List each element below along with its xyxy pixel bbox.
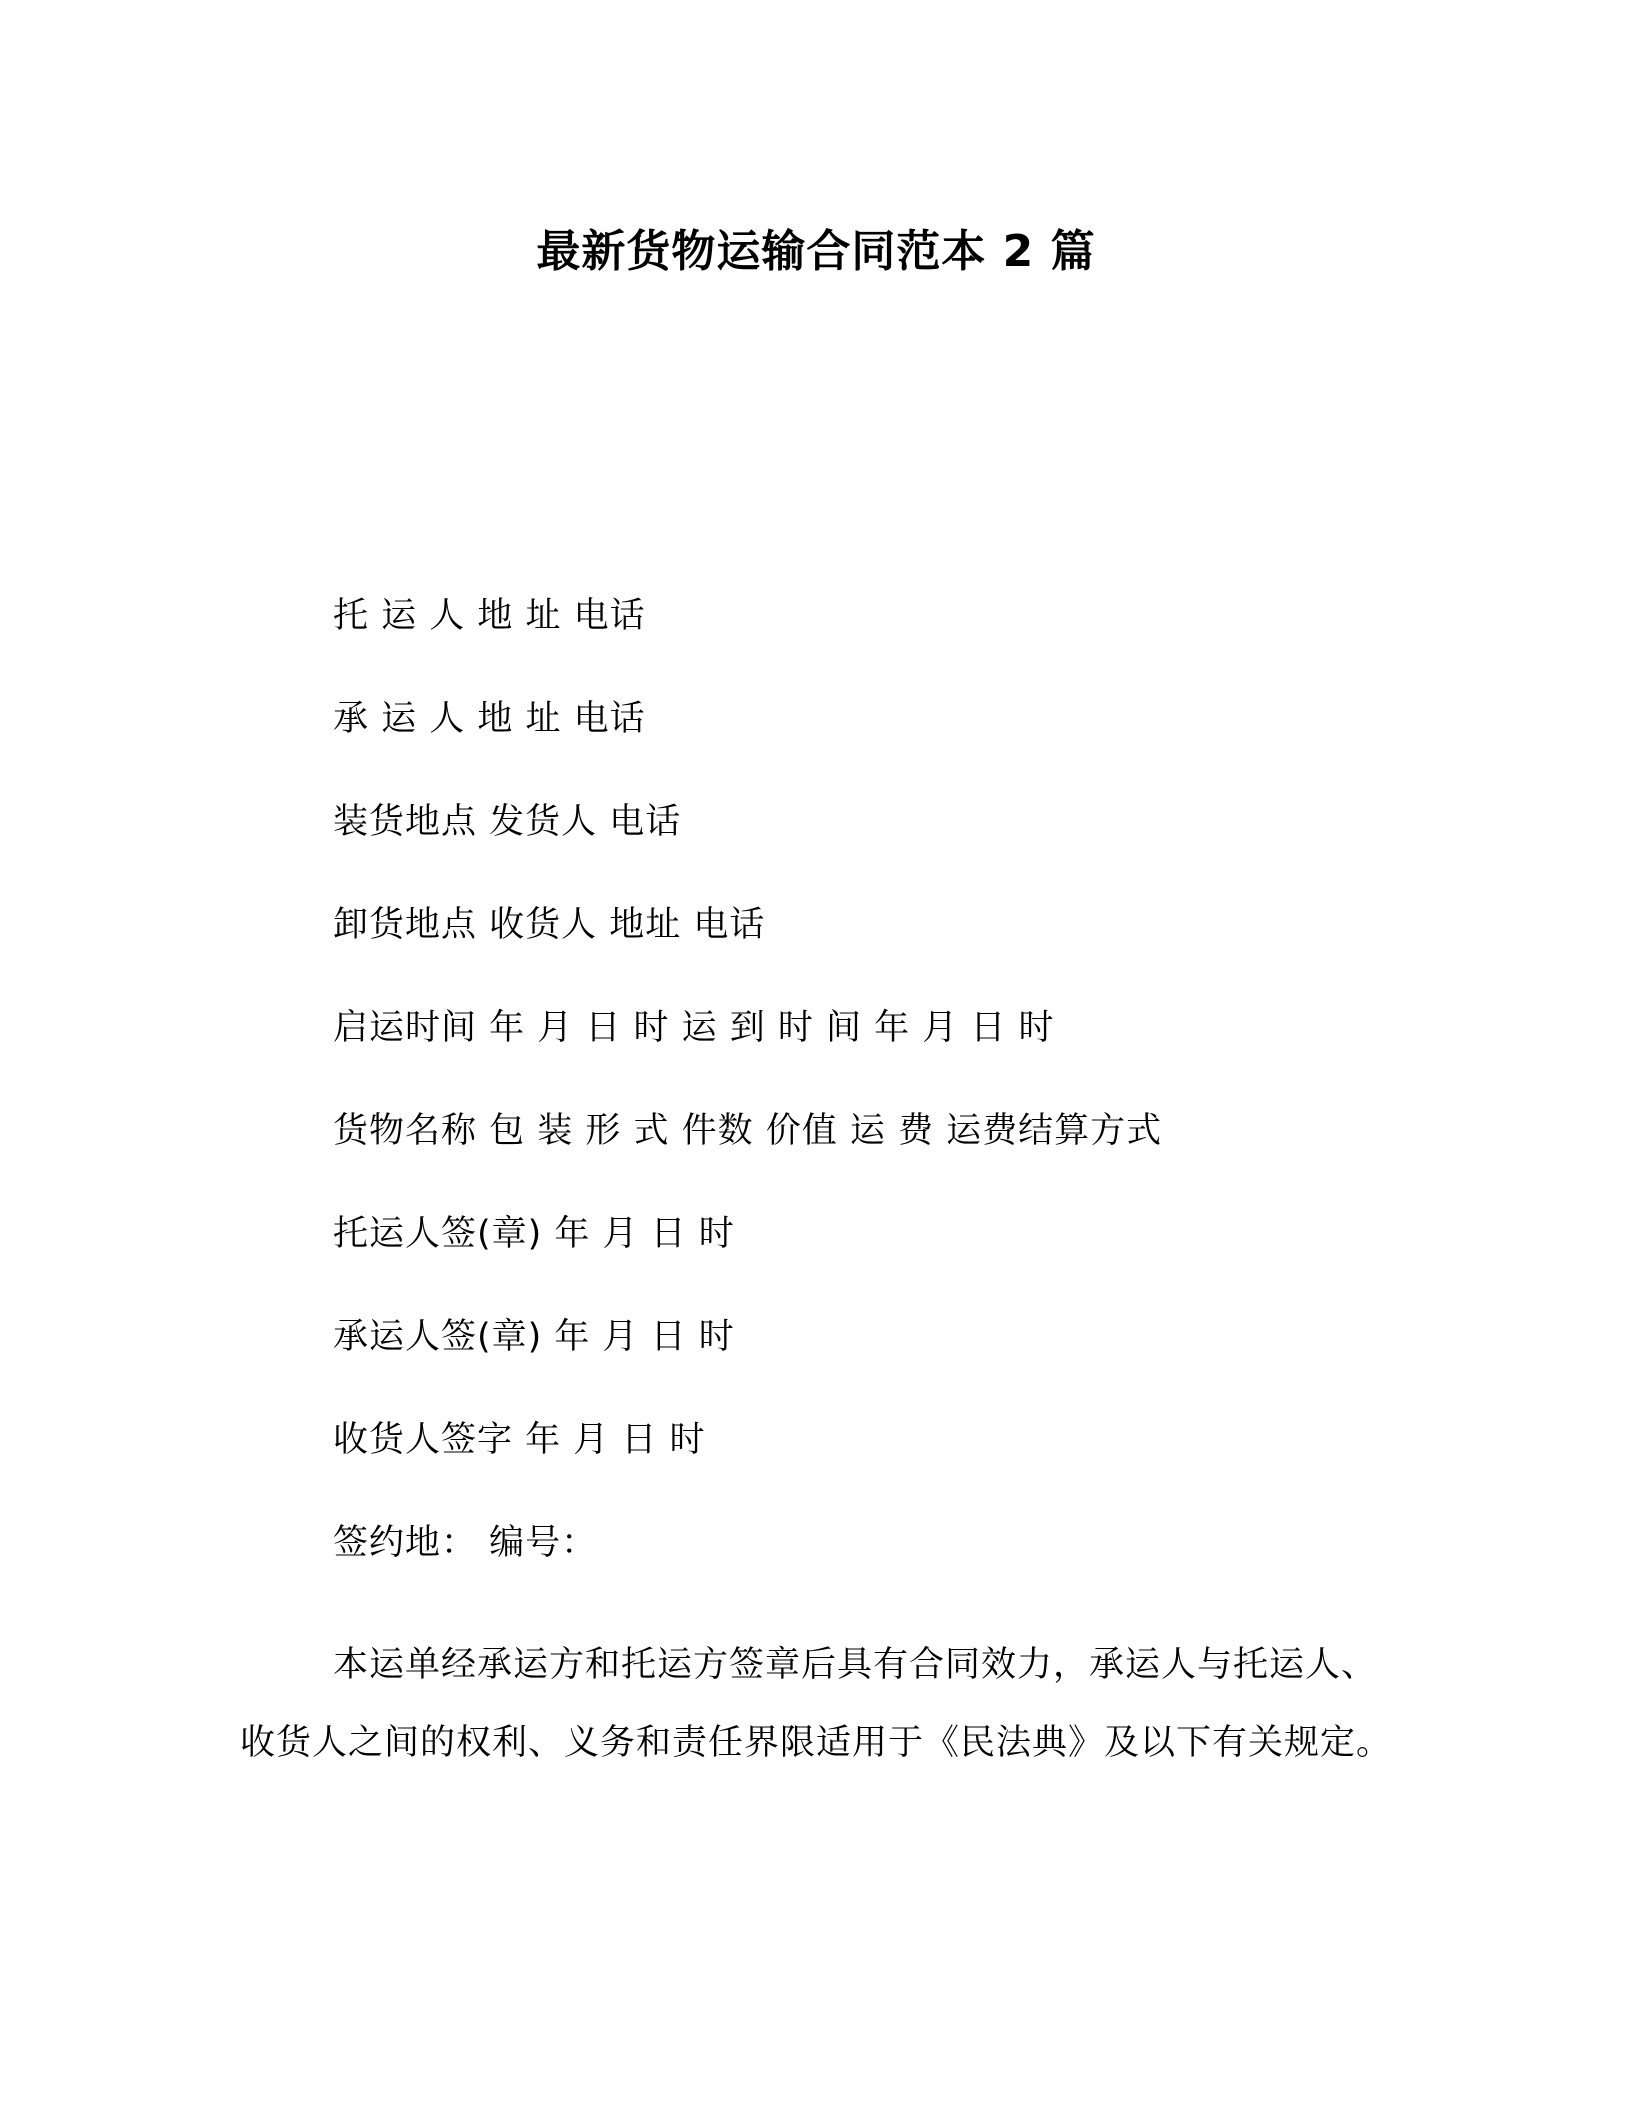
document-title: 最新货物运输合同范本 2 篇 [536, 226, 1096, 277]
contract-effect-paragraph: 本运单经承运方和托运方签章后具有合同效力，承运人与托运人、收货人之间的权利、义务和责任界限适用于《民法典》及以下有关规定。 [240, 1645, 1393, 1763]
loading-place-line: 装货地点 发货人 电话 [333, 802, 682, 842]
carrier-line: 承 运 人 地 址 电话 [333, 699, 646, 739]
shipper-line: 托 运 人 地 址 电话 [333, 596, 646, 636]
shipper-signature-line: 托运人签(章) 年 月 日 时 [333, 1214, 735, 1254]
signing-place-line: 签约地： 编号： [333, 1523, 598, 1563]
goods-info-line: 货物名称 包 装 形 式 件数 价值 运 费 运费结算方式 [333, 1111, 1163, 1151]
unloading-place-line: 卸货地点 收货人 地址 电话 [333, 905, 766, 945]
departure-time-line: 启运时间 年 月 日 时 运 到 时 间 年 月 日 时 [333, 1008, 1055, 1048]
consignee-signature-line: 收货人签字 年 月 日 时 [333, 1420, 706, 1460]
carrier-signature-line: 承运人签(章) 年 月 日 时 [333, 1317, 735, 1357]
